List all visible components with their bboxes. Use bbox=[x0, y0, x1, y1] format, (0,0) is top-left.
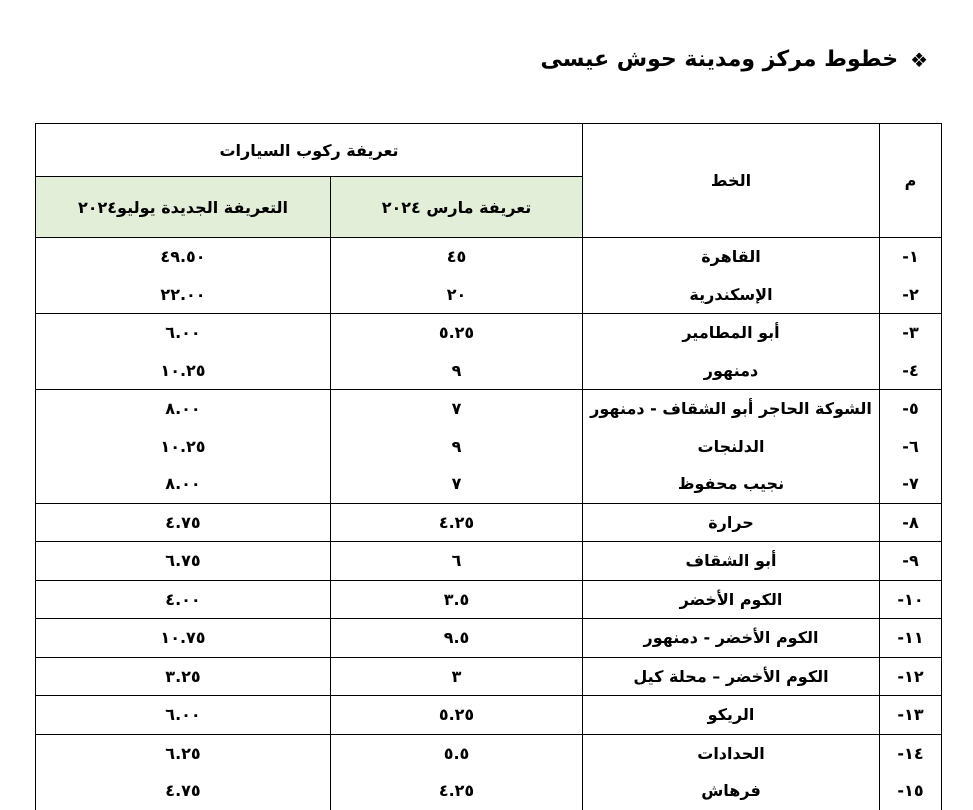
row-line: أبو الشقاف bbox=[583, 542, 880, 581]
table-row bbox=[35, 390, 941, 428]
row-line: فرهاش bbox=[583, 772, 880, 810]
row-line: الدلنجات bbox=[583, 428, 880, 466]
row-number: ١٢- bbox=[880, 657, 942, 696]
table-row bbox=[35, 696, 941, 735]
row-new-fare: ٤.٧٥ bbox=[35, 772, 330, 810]
row-line: الكوم الأخضر – محلة كيل bbox=[583, 657, 880, 696]
header-line: الخط bbox=[583, 124, 880, 238]
table-row bbox=[35, 465, 941, 503]
table-row bbox=[35, 657, 941, 696]
row-line: الكوم الأخضر bbox=[583, 580, 880, 619]
row-march-fare: ٧ bbox=[331, 390, 583, 428]
row-new-fare: ١٠.٢٥ bbox=[35, 352, 330, 390]
row-new-fare: ٦.٢٥ bbox=[35, 734, 330, 772]
table-row bbox=[35, 428, 941, 466]
row-march-fare: ٣.٥ bbox=[331, 580, 583, 619]
table-row bbox=[35, 619, 941, 658]
table-row bbox=[35, 276, 941, 314]
row-number: ١٠- bbox=[880, 580, 942, 619]
row-new-fare: ٦.٠٠ bbox=[35, 696, 330, 735]
row-new-fare: ٢٢.٠٠ bbox=[35, 276, 330, 314]
row-line: الإسكندرية bbox=[583, 276, 880, 314]
table-row bbox=[35, 352, 941, 390]
row-march-fare: ٥.٢٥ bbox=[331, 314, 583, 352]
row-new-fare: ١٠.٢٥ bbox=[35, 428, 330, 466]
header-new-fare: التعريفة الجديدة يوليو٢٠٢٤ bbox=[35, 177, 330, 238]
diamond-bullet-icon: ❖ bbox=[910, 48, 928, 72]
table-row bbox=[35, 503, 941, 542]
row-new-fare: ٣.٢٥ bbox=[35, 657, 330, 696]
table-row bbox=[35, 772, 941, 810]
fare-table-container bbox=[36, 123, 942, 810]
row-march-fare: ٤.٢٥ bbox=[331, 503, 583, 542]
row-line: القاهرة bbox=[583, 238, 880, 276]
row-line: الكوم الأخضر - دمنهور bbox=[583, 619, 880, 658]
header-num: م bbox=[880, 124, 942, 238]
table-row bbox=[35, 238, 941, 276]
row-line: الريكو bbox=[583, 696, 880, 735]
row-line: أبو المطامير bbox=[583, 314, 880, 352]
row-march-fare: ٩ bbox=[331, 352, 583, 390]
page-title bbox=[540, 44, 928, 76]
row-march-fare: ٧ bbox=[331, 465, 583, 503]
row-line: حرارة bbox=[583, 503, 880, 542]
row-number: ٣- bbox=[880, 314, 942, 352]
row-new-fare: ٦.٠٠ bbox=[35, 314, 330, 352]
row-new-fare: ١٠.٧٥ bbox=[35, 619, 330, 658]
row-number: ٤- bbox=[880, 352, 942, 390]
row-line: الحدادات bbox=[583, 734, 880, 772]
row-number: ٧- bbox=[880, 465, 942, 503]
row-number: ٨- bbox=[880, 503, 942, 542]
header-fare-group: تعريفة ركوب السيارات bbox=[35, 124, 582, 177]
row-number: ١١- bbox=[880, 619, 942, 658]
row-new-fare: ٨.٠٠ bbox=[35, 465, 330, 503]
row-new-fare: ٤.٠٠ bbox=[35, 580, 330, 619]
row-march-fare: ٥.٢٥ bbox=[331, 696, 583, 735]
row-number: ٦- bbox=[880, 428, 942, 466]
row-new-fare: ٨.٠٠ bbox=[35, 390, 330, 428]
table-row bbox=[35, 734, 941, 772]
row-march-fare: ٤.٢٥ bbox=[331, 772, 583, 810]
row-march-fare: ٥.٥ bbox=[331, 734, 583, 772]
table-row bbox=[35, 542, 941, 581]
row-number: ٥- bbox=[880, 390, 942, 428]
row-line: دمنهور bbox=[583, 352, 880, 390]
row-new-fare: ٦.٧٥ bbox=[35, 542, 330, 581]
row-march-fare: ٩.٥ bbox=[331, 619, 583, 658]
row-march-fare: ٣ bbox=[331, 657, 583, 696]
row-march-fare: ٦ bbox=[331, 542, 583, 581]
row-line: نجيب محفوظ bbox=[583, 465, 880, 503]
row-line: الشوكة الحاجر أبو الشقاف - دمنهور bbox=[583, 390, 880, 428]
row-number: ١٣- bbox=[880, 696, 942, 735]
row-number: ١٤- bbox=[880, 734, 942, 772]
fare-table bbox=[35, 123, 942, 810]
page-title-text: خطوط مركز ومدينة حوش عيسى bbox=[540, 47, 899, 72]
row-number: ٢- bbox=[880, 276, 942, 314]
header-march-fare: تعريفة مارس ٢٠٢٤ bbox=[331, 177, 583, 238]
row-new-fare: ٤٩.٥٠ bbox=[35, 238, 330, 276]
row-number: ٩- bbox=[880, 542, 942, 581]
table-row bbox=[35, 314, 941, 352]
row-new-fare: ٤.٧٥ bbox=[35, 503, 330, 542]
table-row bbox=[35, 580, 941, 619]
row-march-fare: ٩ bbox=[331, 428, 583, 466]
row-number: ١٥- bbox=[880, 772, 942, 810]
row-march-fare: ٤٥ bbox=[331, 238, 583, 276]
row-march-fare: ٢٠ bbox=[331, 276, 583, 314]
row-number: ١- bbox=[880, 238, 942, 276]
